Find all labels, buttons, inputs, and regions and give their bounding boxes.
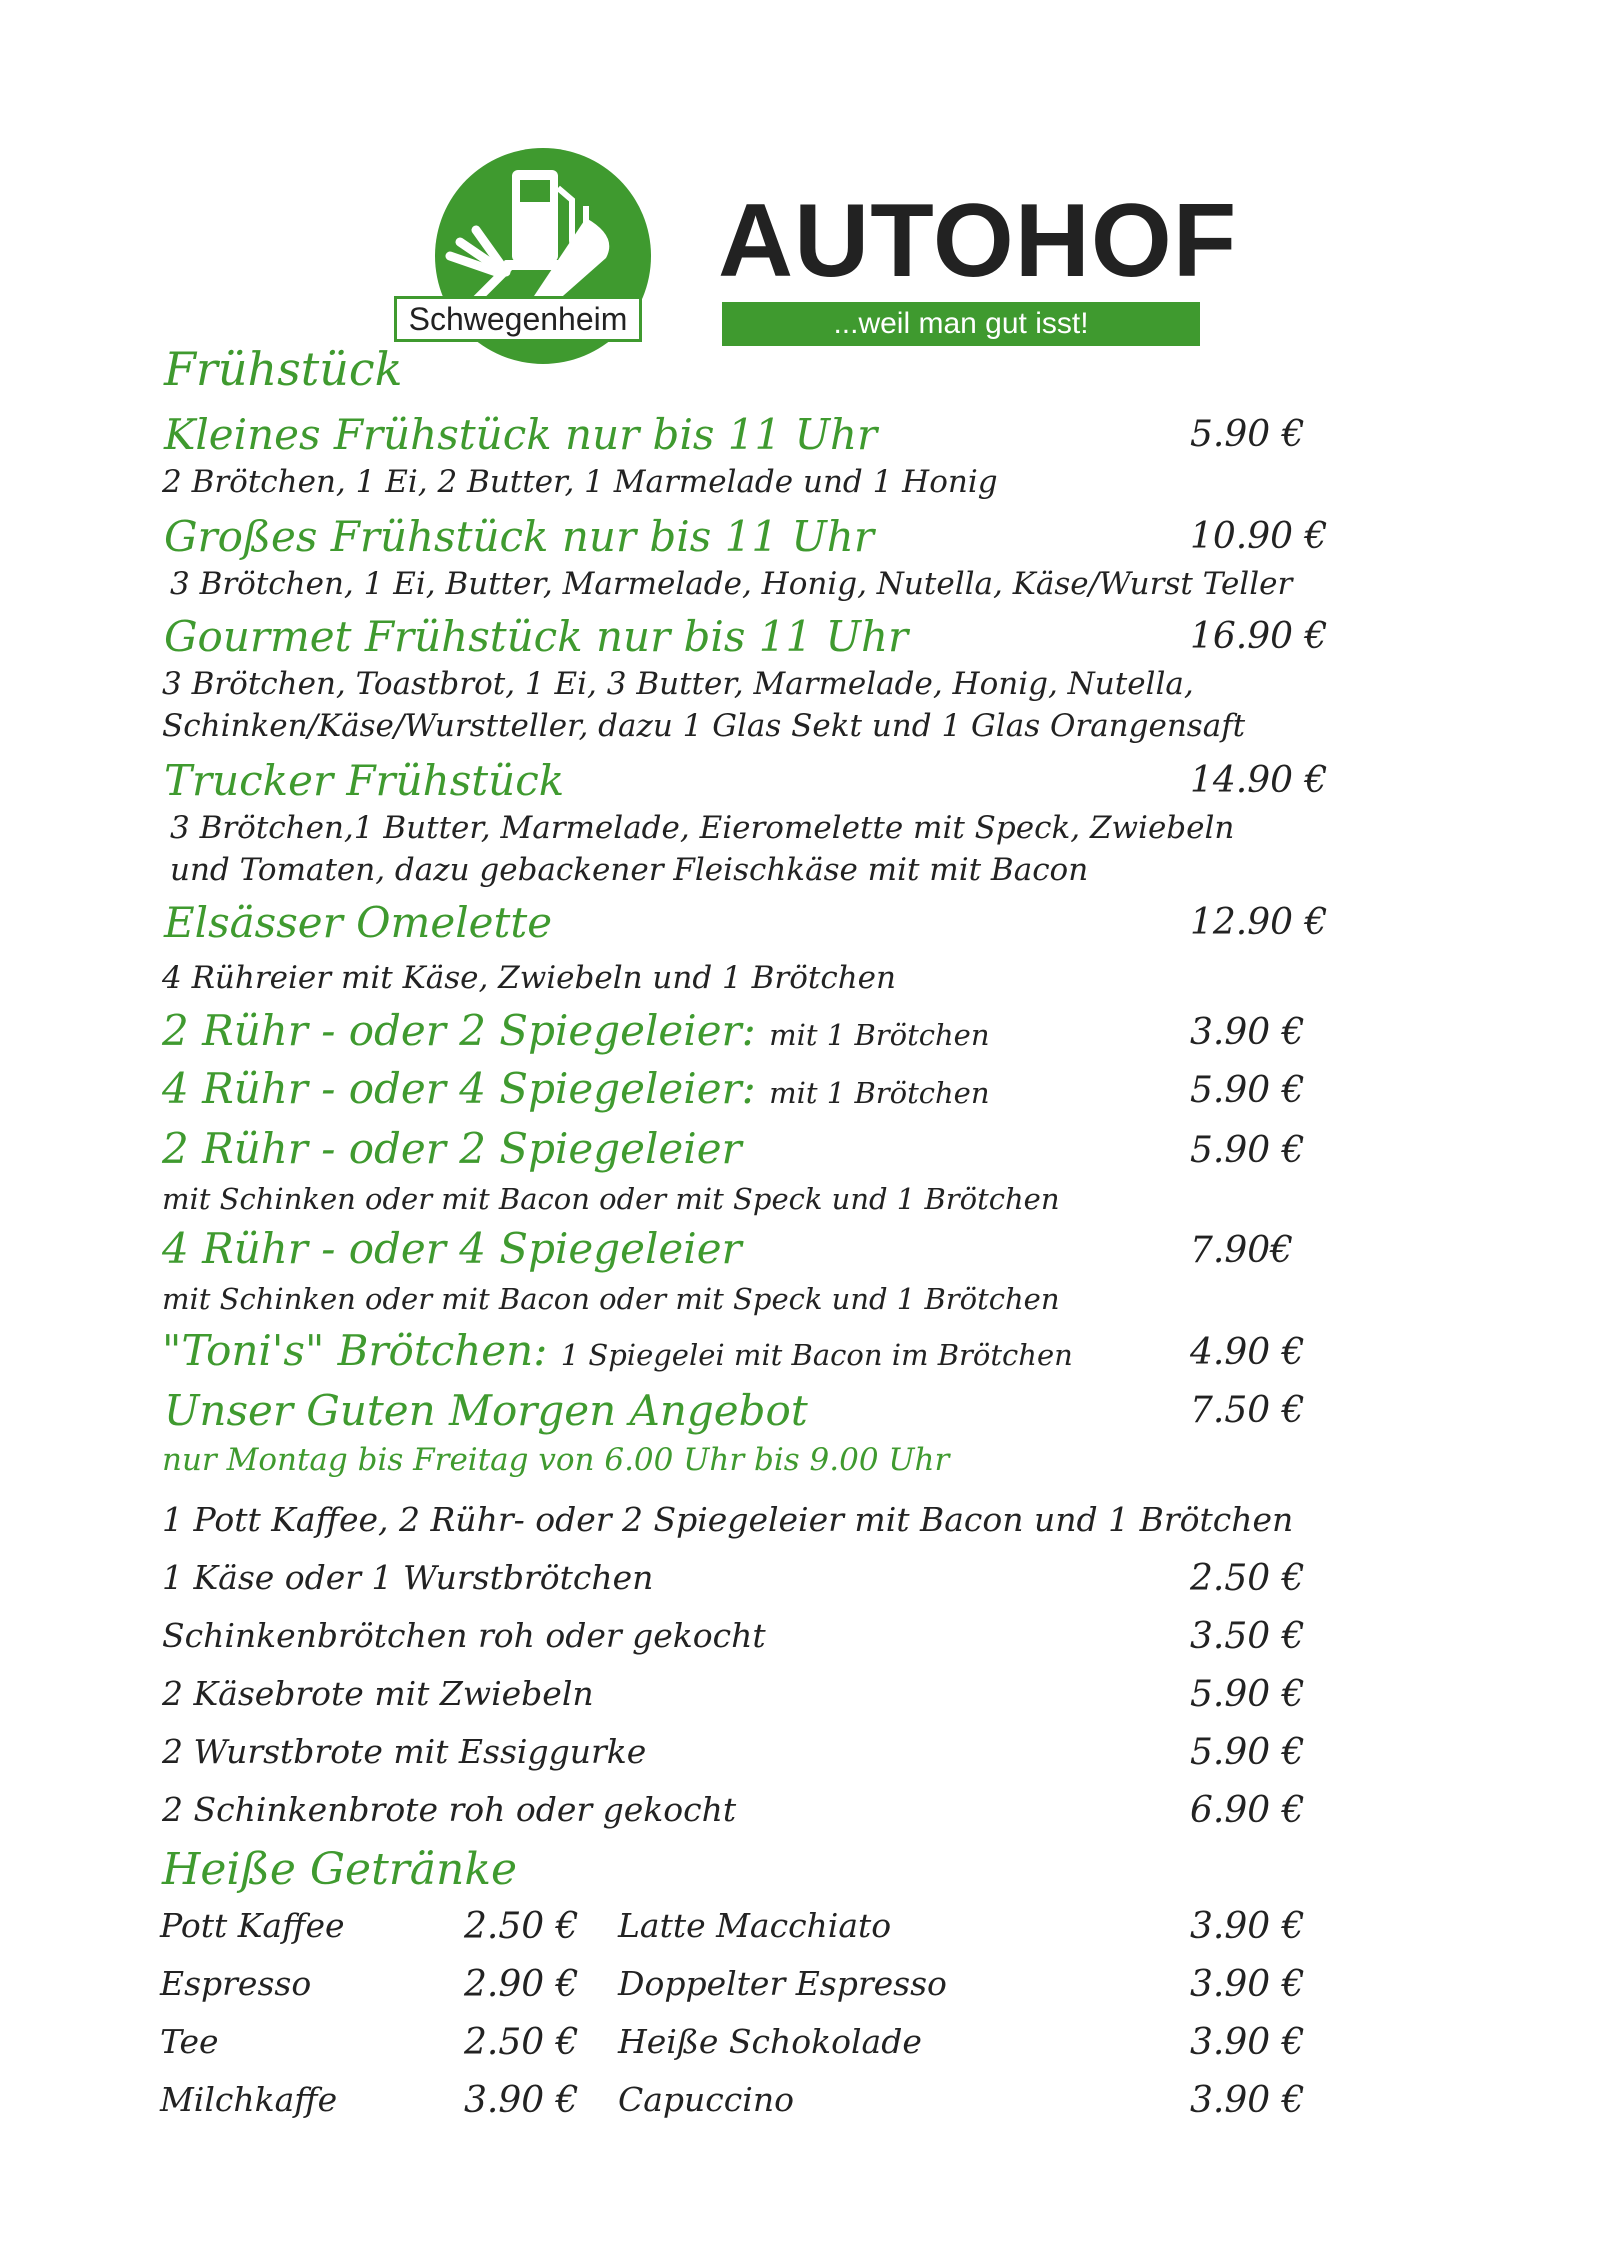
menu-item-name: Großes Frühstück nur bis 11 Uhr xyxy=(164,512,874,561)
drink-name: Heiße Schokolade xyxy=(618,2022,922,2061)
location-label: Schwegenheim xyxy=(394,296,642,342)
menu-item-price: 7.50 € xyxy=(1190,1390,1305,1431)
menu-item-price: 7.90€ xyxy=(1190,1230,1294,1271)
drink-price: 3.90 € xyxy=(464,2080,579,2121)
menu-item-price: 5.90 € xyxy=(1190,1070,1305,1111)
menu-item-name: Unser Guten Morgen Angebot xyxy=(164,1386,808,1435)
menu-item-name: 4 Rühr - oder 4 Spiegeleier xyxy=(162,1224,742,1273)
extra-item-name: 2 Käsebrote mit Zwiebeln xyxy=(162,1674,594,1713)
menu-item-desc: mit Schinken oder mit Bacon oder mit Speck und 1 Brötchen xyxy=(162,1182,1060,1216)
extra-item-name: 2 Schinkenbrote roh oder gekocht xyxy=(162,1790,737,1829)
drink-price: 2.50 € xyxy=(464,1906,579,1947)
menu-item-inline-desc: mit 1 Brötchen xyxy=(769,1018,990,1052)
brand-title: AUTOHOF xyxy=(718,183,1238,299)
breakfast-heading: Frühstück xyxy=(164,342,403,396)
drink-name: Pott Kaffee xyxy=(160,1906,345,1945)
drink-price: 3.90 € xyxy=(1190,1906,1305,1947)
drink-price: 3.90 € xyxy=(1190,2022,1305,2063)
logo-emblem xyxy=(380,148,680,408)
menu-item-price: 10.90 € xyxy=(1190,516,1328,557)
menu-item-price: 14.90 € xyxy=(1190,760,1328,801)
menu-item-name xyxy=(162,1006,990,1055)
drinks-heading: Heiße Getränke xyxy=(162,1844,518,1895)
extra-item-price: 2.50 € xyxy=(1190,1558,1305,1599)
extra-item-price: 5.90 € xyxy=(1190,1732,1305,1773)
menu-item-desc: mit Schinken oder mit Bacon oder mit Speck und 1 Brötchen xyxy=(162,1282,1060,1316)
drink-name: Milchkaffe xyxy=(160,2080,338,2119)
menu-item-inline-desc: mit 1 Brötchen xyxy=(769,1076,990,1110)
extra-item-price: 6.90 € xyxy=(1190,1790,1305,1831)
menu-item-desc: 2 Brötchen, 1 Ei, 2 Butter, 1 Marmelade und 1 Honig xyxy=(162,464,998,500)
menu-item-price: 12.90 € xyxy=(1190,902,1328,943)
drink-name: Latte Macchiato xyxy=(618,1906,892,1945)
menu-item-price: 5.90 € xyxy=(1190,414,1305,455)
menu-item-inline-desc: 1 Spiegelei mit Bacon im Brötchen xyxy=(560,1338,1073,1372)
drink-name: Espresso xyxy=(160,1964,312,2003)
extra-item-name: 1 Käse oder 1 Wurstbrötchen xyxy=(162,1558,654,1597)
menu-item-price: 16.90 € xyxy=(1190,616,1328,657)
drink-price: 2.90 € xyxy=(464,1964,579,2005)
drink-price: 3.90 € xyxy=(1190,2080,1305,2121)
menu-item-name xyxy=(162,1326,1073,1375)
menu-item-name xyxy=(162,1064,990,1113)
menu-item-name: Trucker Frühstück xyxy=(164,756,565,805)
extra-item-price: 3.50 € xyxy=(1190,1616,1305,1657)
menu-item-desc: 1 Pott Kaffee, 2 Rühr- oder 2 Spiegeleier mit Bacon und 1 Brötchen xyxy=(162,1500,1294,1539)
tagline-bar: ...weil man gut isst! xyxy=(722,302,1200,346)
extra-item-name: 2 Wurstbrote mit Essiggurke xyxy=(162,1732,647,1771)
menu-item-desc: 4 Rühreier mit Käse, Zwiebeln und 1 Brötchen xyxy=(162,960,896,996)
menu-item-price: 3.90 € xyxy=(1190,1012,1305,1053)
menu-item-price: 4.90 € xyxy=(1190,1332,1305,1373)
menu-item-desc: und Tomaten, dazu gebackener Fleischkäse mit mit Bacon xyxy=(170,852,1089,888)
extra-item-price: 5.90 € xyxy=(1190,1674,1305,1715)
menu-item-name: Kleines Frühstück nur bis 11 Uhr xyxy=(164,410,878,459)
drink-price: 2.50 € xyxy=(464,2022,579,2063)
menu-item-title: 4 Rühr - oder 4 Spiegeleier: xyxy=(162,1064,756,1113)
menu-item-title: 2 Rühr - oder 2 Spiegeleier: xyxy=(162,1006,756,1055)
drink-name: Doppelter Espresso xyxy=(618,1964,947,2003)
menu-item-desc: 3 Brötchen,1 Butter, Marmelade, Eieromelette mit Speck, Zwiebeln xyxy=(170,810,1235,846)
menu-item-name: Elsässer Omelette xyxy=(164,898,553,947)
menu-item-desc: 3 Brötchen, 1 Ei, Butter, Marmelade, Honig, Nutella, Käse/Wurst Teller xyxy=(170,566,1293,602)
drink-price: 3.90 € xyxy=(1190,1964,1305,2005)
menu-item-note: nur Montag bis Freitag von 6.00 Uhr bis 9.00 Uhr xyxy=(162,1442,950,1478)
drink-name: Tee xyxy=(160,2022,219,2061)
logo xyxy=(380,148,1238,408)
menu-item-title: "Toni's" Brötchen: xyxy=(162,1326,548,1375)
menu-item-name: 2 Rühr - oder 2 Spiegeleier xyxy=(162,1124,742,1173)
drink-name: Capuccino xyxy=(618,2080,794,2119)
menu-item-desc: Schinken/Käse/Wurstteller, dazu 1 Glas Sekt und 1 Glas Orangensaft xyxy=(162,708,1246,744)
menu-item-name: Gourmet Frühstück nur bis 11 Uhr xyxy=(164,612,909,661)
menu-item-desc: 3 Brötchen, Toastbrot, 1 Ei, 3 Butter, Marmelade, Honig, Nutella, xyxy=(162,666,1194,702)
menu-item-price: 5.90 € xyxy=(1190,1130,1305,1171)
extra-item-name: Schinkenbrötchen roh oder gekocht xyxy=(162,1616,766,1655)
